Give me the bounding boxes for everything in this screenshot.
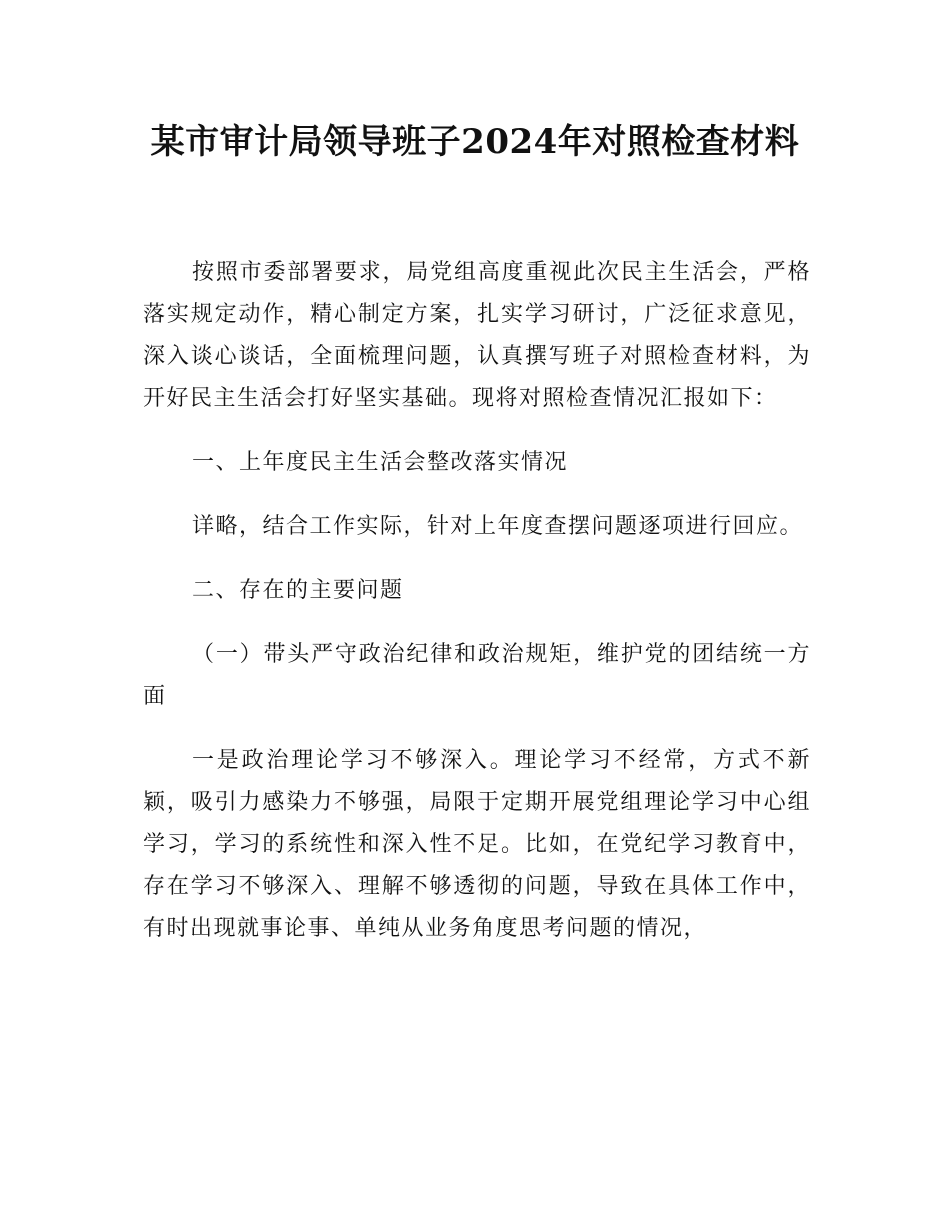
- document-title: 某市审计局领导班子2024年对照检查材料: [150, 122, 800, 162]
- document-body: [143, 252, 811, 972]
- section-heading-1: 一、上年度民主生活会整改落实情况: [192, 450, 569, 475]
- subsection-heading-1: （一）带头严守政治纪律和政治规矩，维护党的团结统一方面: [143, 642, 811, 709]
- section-heading-2: 二、存在的主要问题: [192, 578, 404, 603]
- subsection-1-paragraph: 一是政治理论学习不够深入。理论学习不经常，方式不新颖，吸引力感染力不够强，局限于定期开展党组理论学习中心组学习，学习的系统性和深入性不足。比如，在党纪学习教育中，存在学习不够深入、理解不够透彻的问题，导致在具体工作中，有时出现就事论事、单纯从业务角度思考问题的情况，: [143, 748, 811, 941]
- intro-paragraph: 按照市委部署要求，局党组高度重视此次民主生活会，严格落实规定动作，精心制定方案，扎实学习研讨，广泛征求意见，深入谈心谈话，全面梳理问题，认真撰写班子对照检查材料，为开好民主生活会打好坚实基础。现将对照检查情况汇报如下：: [143, 260, 811, 411]
- section-1-paragraph: 详略，结合工作实际，针对上年度查摆问题逐项进行回应。: [192, 514, 804, 539]
